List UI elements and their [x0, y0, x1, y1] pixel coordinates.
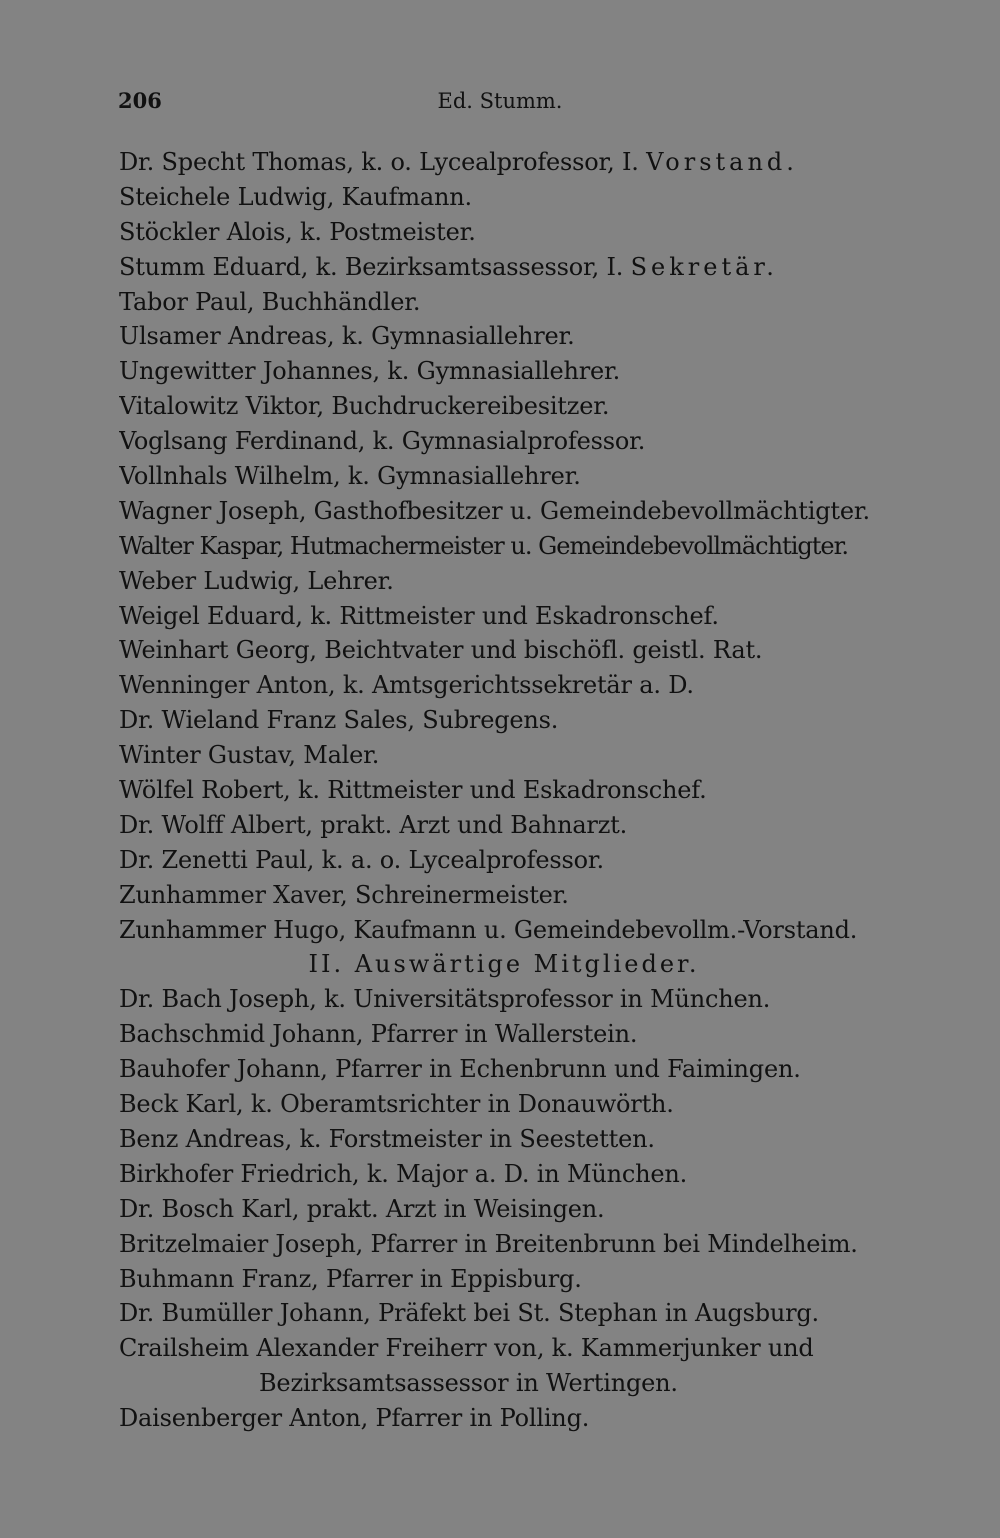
list-item	[119, 599, 889, 634]
entry-text: Zunhammer Xaver, Schreinermeister.	[119, 880, 569, 909]
list-item	[119, 1017, 889, 1052]
list-item	[119, 529, 889, 564]
entry-text: Crailsheim Alexander Freiherr von, k. Kammerjunker und	[119, 1334, 814, 1363]
entry-text: Weinhart Georg, Beichtvater und bischöfl. geistl. Rat.	[119, 636, 763, 665]
list-item	[119, 1157, 889, 1192]
list-item	[119, 1331, 889, 1366]
entry-text: Birkhofer Friedrich, k. Major a. D. in München.	[119, 1159, 688, 1188]
list-item	[119, 1087, 889, 1122]
list-item	[119, 738, 889, 773]
list-item	[119, 773, 889, 808]
member-list	[119, 145, 889, 1436]
entry-text: Dr. Bosch Karl, prakt. Arzt in Weisingen.	[119, 1194, 605, 1223]
entry-text: Dr. Specht Thomas, k. o. Lycealprofessor, I.	[119, 148, 647, 176]
list-item	[119, 319, 889, 354]
list-item	[119, 564, 889, 599]
list-item	[119, 389, 889, 424]
list-item-continuation	[119, 1366, 889, 1401]
list-item	[119, 250, 889, 285]
entry-text: Buhmann Franz, Pfarrer in Eppisburg.	[119, 1264, 582, 1293]
list-item	[119, 1296, 889, 1331]
list-item	[119, 145, 889, 180]
entry-text: Britzelmaier Joseph, Pfarrer in Breitenbrunn bei Mindelheim.	[119, 1229, 858, 1258]
entry-text: Stöckler Alois, k. Postmeister.	[119, 217, 476, 246]
list-item	[119, 982, 889, 1017]
list-item	[119, 1227, 889, 1262]
list-item	[119, 808, 889, 843]
running-head: Ed. Stumm.	[437, 89, 563, 113]
entry-text: Dr. Wolff Albert, prakt. Arzt und Bahnarzt.	[119, 810, 628, 839]
entry-text: Bachschmid Johann, Pfarrer in Wallerstein.	[119, 1020, 638, 1049]
entry-text: Dr. Bach Joseph, k. Universitätsprofessor in München.	[119, 985, 771, 1014]
entry-text: Benz Andreas, k. Forstmeister in Seestetten.	[119, 1124, 655, 1153]
entry-text: Steichele Ludwig, Kaufmann.	[119, 182, 472, 211]
entry-text: Weigel Eduard, k. Rittmeister und Eskadronschef.	[119, 601, 719, 630]
entry-text: Bezirksamtsassessor in Wertingen.	[259, 1369, 678, 1398]
entry-text: Tabor Paul, Buchhändler.	[119, 287, 421, 316]
list-item	[119, 703, 889, 738]
list-item	[119, 494, 889, 529]
entry-text: Wölfel Robert, k. Rittmeister und Eskadronschef.	[119, 776, 707, 805]
list-item	[119, 668, 889, 703]
entry-role: Sekretär.	[630, 252, 778, 281]
entry-text: Walter Kaspar, Hutmachermeister u. Gemeindebevollmächtigter.	[119, 531, 849, 560]
entry-text: II. Auswärtige Mitglieder.	[308, 950, 700, 979]
list-item	[119, 285, 889, 320]
entry-text: Zunhammer Hugo, Kaufmann u. Gemeindebevollm.-Vorstand.	[119, 915, 858, 944]
entry-text: Vollnhals Wilhelm, k. Gymnasiallehrer.	[119, 462, 581, 491]
list-item	[119, 215, 889, 250]
entry-text: Wagner Joseph, Gasthofbesitzer u. Gemeindebevollmächtigter.	[119, 496, 870, 525]
entry-text: Stumm Eduard, k. Bezirksamtsassessor, I.	[119, 252, 631, 281]
entry-text: Bauhofer Johann, Pfarrer in Echenbrunn und Faimingen.	[119, 1055, 801, 1084]
entry-text: Dr. Zenetti Paul, k. a. o. Lycealprofessor.	[119, 845, 604, 874]
list-item	[119, 354, 889, 389]
entry-text: Winter Gustav, Maler.	[119, 741, 380, 770]
list-item	[119, 1052, 889, 1087]
list-item	[119, 633, 889, 668]
entry-text: Ungewitter Johannes, k. Gymnasiallehrer.	[119, 357, 621, 386]
list-item	[119, 1262, 889, 1297]
page-number: 206	[118, 88, 162, 113]
list-item	[119, 843, 889, 878]
entry-text: Beck Karl, k. Oberamtsrichter in Donauwörth.	[119, 1090, 674, 1119]
entry-text: Voglsang Ferdinand, k. Gymnasialprofessor.	[119, 427, 646, 456]
entry-text: Vitalowitz Viktor, Buchdruckereibesitzer.	[119, 392, 610, 421]
entry-text: Ulsamer Andreas, k. Gymnasiallehrer.	[119, 322, 575, 351]
list-item	[119, 180, 889, 215]
list-item	[119, 1401, 889, 1436]
list-item	[119, 1122, 889, 1157]
list-item	[119, 1192, 889, 1227]
list-item	[119, 878, 889, 913]
entry-text: Dr. Wieland Franz Sales, Subregens.	[119, 706, 559, 735]
entry-text: Weber Ludwig, Lehrer.	[119, 566, 394, 595]
entry-text: Daisenberger Anton, Pfarrer in Polling.	[119, 1404, 590, 1433]
list-item	[119, 913, 889, 948]
section-heading	[119, 947, 889, 982]
entry-text: Dr. Bumüller Johann, Präfekt bei St. Stephan in Augsburg.	[119, 1299, 819, 1328]
entry-role: Vorstand.	[646, 148, 798, 176]
list-item	[119, 459, 889, 494]
entry-text: Wenninger Anton, k. Amtsgerichtssekretär a. D.	[119, 671, 694, 700]
list-item	[119, 424, 889, 459]
